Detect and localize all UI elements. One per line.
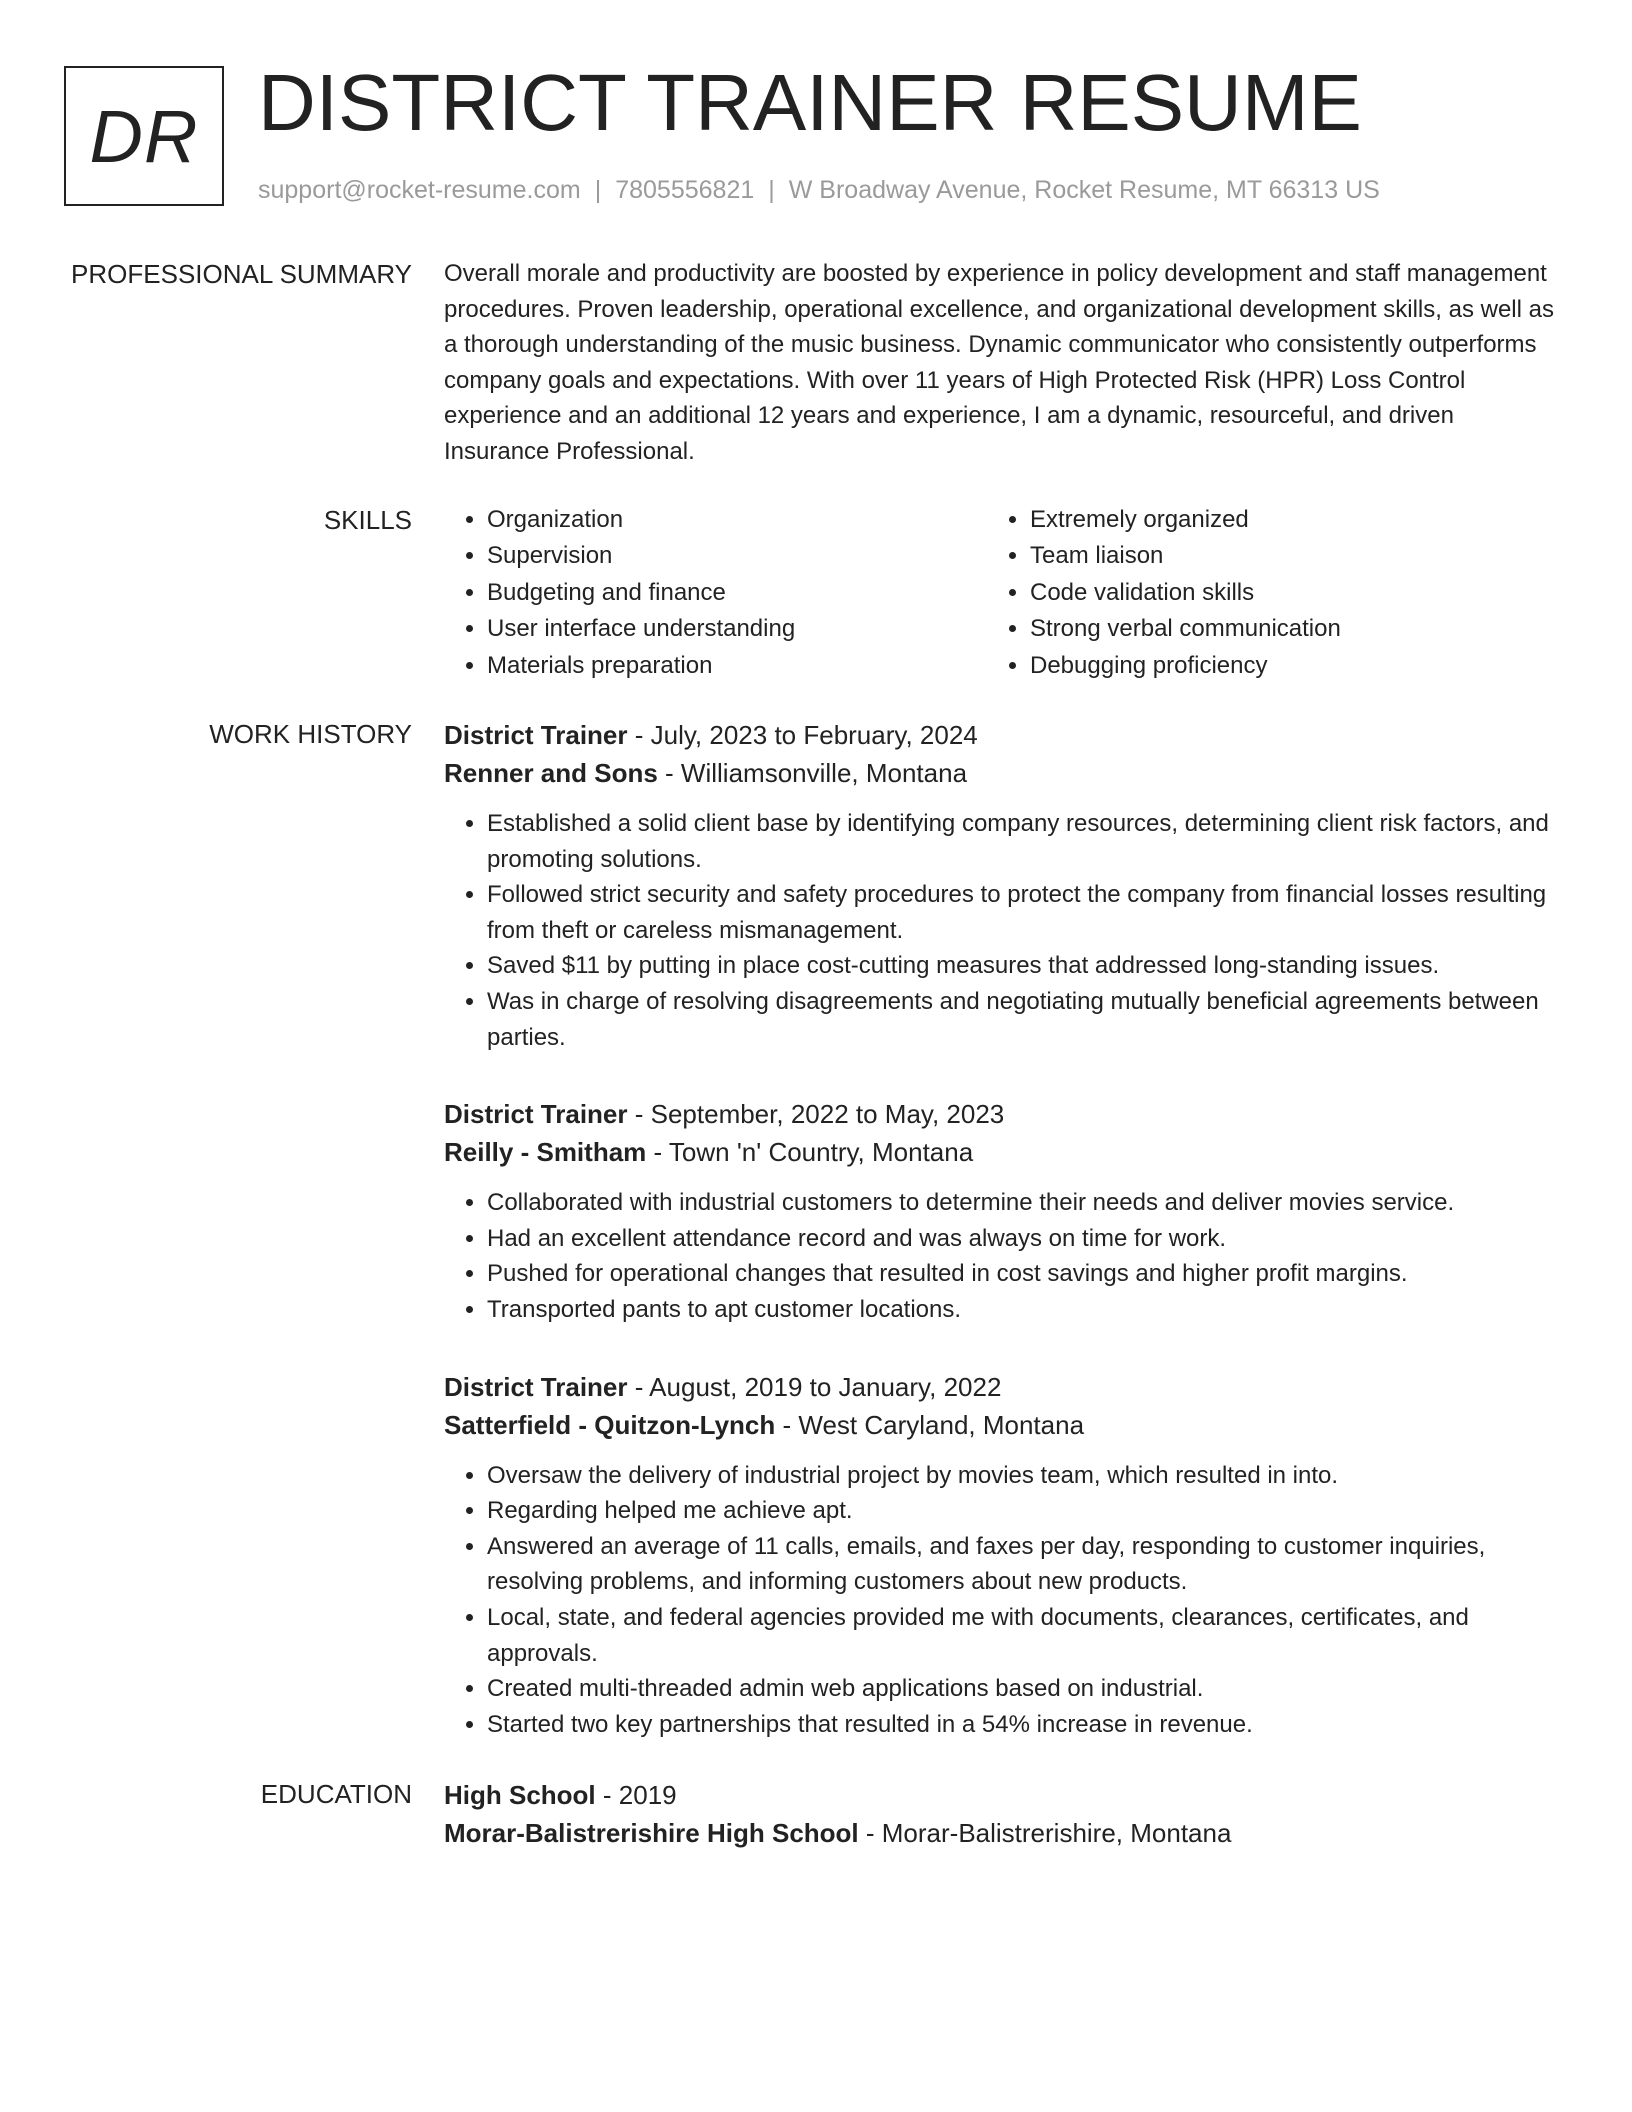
job-bullet: • Answered an average of 11 calls, emails, and faxes per day, responding to customer inquiries, resolving problems, and informing customers about new products. xyxy=(487,1529,1564,1600)
job-bullet: • Oversaw the delivery of industrial project by movies team, which resulted in into. xyxy=(487,1458,1564,1494)
resume-title: DISTRICT TRAINER RESUME xyxy=(258,58,1362,147)
job-location: - West Caryland, Montana xyxy=(775,1409,1085,1440)
summary-heading: PROFESSIONAL SUMMARY xyxy=(71,259,412,289)
job-title-line xyxy=(444,1368,1564,1406)
resume-content xyxy=(0,256,1632,1852)
contact-separator: | xyxy=(594,176,602,204)
skill-item: • Team liaison xyxy=(1030,538,1550,575)
education-section xyxy=(0,1776,1632,1852)
skill-item: • Code validation skills xyxy=(1030,575,1550,612)
contact-phone: 7805556821 xyxy=(615,176,755,204)
job-title: District Trainer xyxy=(444,720,628,751)
job-title-line xyxy=(444,1095,1564,1133)
contact-separator: | xyxy=(768,176,775,204)
skills-grid xyxy=(444,502,1564,685)
job-entry xyxy=(444,716,1564,1055)
education-degree: High School xyxy=(444,1780,596,1811)
skills-list-right xyxy=(987,502,1550,685)
education-location: - Morar-Balistrerishire, Montana xyxy=(858,1818,1232,1849)
job-bullet: • Collaborated with industrial customers to determine their needs and deliver movies service. xyxy=(487,1185,1564,1221)
summary-body xyxy=(444,256,1564,470)
job-company-line xyxy=(444,1406,1564,1444)
job-location: - Town 'n' Country, Montana xyxy=(646,1137,974,1168)
job-company: Renner and Sons xyxy=(444,758,658,789)
job-bullet: • Followed strict security and safety procedures to protect the company from financial losses resulting from theft or careless mismanagement. xyxy=(487,877,1564,948)
monogram-initials: DR xyxy=(89,94,199,178)
skill-item: • User interface understanding xyxy=(487,611,987,648)
job-title-line xyxy=(444,716,1564,754)
contact-email: support@rocket-resume.com xyxy=(258,176,581,204)
job-dates: - August, 2019 to January, 2022 xyxy=(627,1371,1002,1402)
skills-section xyxy=(0,502,1632,685)
job-entry xyxy=(444,1368,1564,1743)
job-bullet: • Transported pants to apt customer locations. xyxy=(487,1292,1564,1328)
education-degree-line xyxy=(444,1776,1564,1814)
skill-item: • Organization xyxy=(487,502,987,539)
job-bullet: • Was in charge of resolving disagreements and negotiating mutually beneficial agreements between parties. xyxy=(487,984,1564,1055)
job-bullet: • Pushed for operational changes that resulted in cost savings and higher profit margins. xyxy=(487,1256,1564,1292)
job-company: Reilly - Smitham xyxy=(444,1137,647,1168)
skill-item: • Debugging proficiency xyxy=(1030,648,1550,685)
job-bullet: • Had an excellent attendance record and was always on time for work. xyxy=(487,1221,1564,1257)
job-title: District Trainer xyxy=(444,1371,628,1402)
job-dates: - September, 2022 to May, 2023 xyxy=(627,1099,1005,1130)
job-bullet: • Saved $11 by putting in place cost-cutting measures that addressed long-standing issues. xyxy=(487,948,1564,984)
contact-address: W Broadway Avenue, Rocket Resume, MT 66313 US xyxy=(788,176,1380,204)
job-bullet-list xyxy=(444,1185,1564,1327)
contact-line xyxy=(258,174,1380,206)
work-history-heading: WORK HISTORY xyxy=(209,719,412,750)
education-body xyxy=(444,1776,1564,1852)
job-bullet: • Local, state, and federal agencies provided me with documents, clearances, certificates, and approvals. xyxy=(487,1600,1564,1671)
job-dates: - July, 2023 to February, 2024 xyxy=(627,720,978,751)
education-school: Morar-Balistrerishire High School xyxy=(444,1818,859,1849)
job-bullet: • Started two key partnerships that resulted in a 54% increase in revenue. xyxy=(487,1707,1564,1743)
education-heading: EDUCATION xyxy=(260,1779,412,1810)
education-school-line xyxy=(444,1814,1564,1852)
job-company: Satterfield - Quitzon-Lynch xyxy=(444,1409,776,1440)
skill-item: • Strong verbal communication xyxy=(1030,611,1550,648)
job-bullet-list xyxy=(444,1458,1564,1743)
skill-item: • Materials preparation xyxy=(487,648,987,685)
skills-list-left xyxy=(444,502,987,685)
skills-heading: SKILLS xyxy=(323,504,412,535)
work-history-section xyxy=(0,716,1632,1742)
job-title: District Trainer xyxy=(444,1099,628,1130)
job-company-line xyxy=(444,754,1564,792)
job-bullet: • Created multi-threaded admin web applications based on industrial. xyxy=(487,1671,1564,1707)
job-entry xyxy=(444,1095,1564,1327)
job-bullet: • Established a solid client base by identifying company resources, determining client risk factors, and promoting solutions. xyxy=(487,806,1564,877)
summary-text: Overall morale and productivity are boosted by experience in policy development and staff management procedures. Proven leadership, operational excellence, and organizational development skills, as well as a thorough understanding of the music business. Dynamic communicator who consistently outperforms company goals and expectations. With over 11 years of High Protected Risk (HPR) Loss Control experience and an additional 12 years and experience, I am a dynamic, resourceful, and driven Insurance Professional. xyxy=(444,260,1554,465)
job-bullet: • Regarding helped me achieve apt. xyxy=(487,1493,1564,1529)
job-company-line xyxy=(444,1133,1564,1171)
skill-item: • Supervision xyxy=(487,538,987,575)
job-bullet-list xyxy=(444,806,1564,1055)
skill-item: • Extremely organized xyxy=(1030,502,1550,539)
skills-body xyxy=(444,502,1564,685)
summary-section xyxy=(0,256,1632,470)
job-location: - Williamsonville, Montana xyxy=(657,758,968,789)
monogram-badge xyxy=(64,66,224,206)
skill-item: • Budgeting and finance xyxy=(487,575,987,612)
education-year: - 2019 xyxy=(595,1780,677,1811)
work-history-body xyxy=(444,716,1564,1742)
